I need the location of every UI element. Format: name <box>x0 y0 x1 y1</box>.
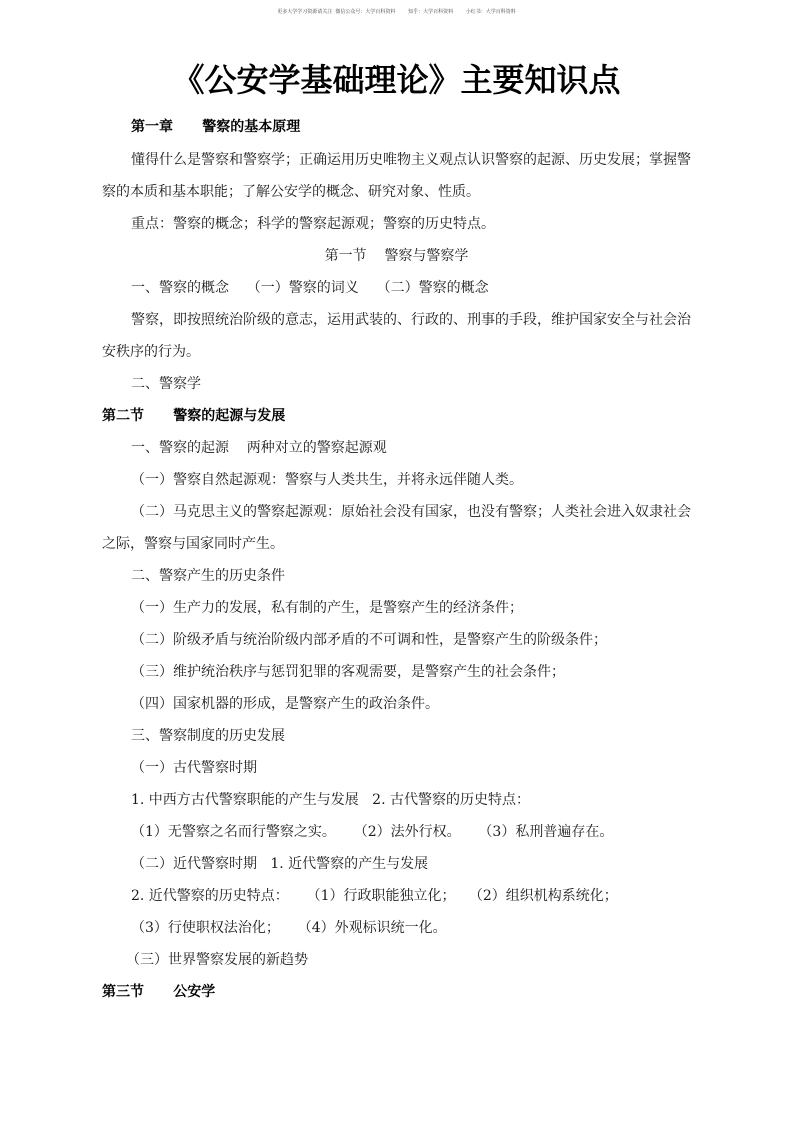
paragraph-line: 警察，即按照统治阶级的意志，运用武装的、行政的、刑事的手段，维护国家安全与社会治 <box>131 312 691 328</box>
outline-item: （三）世界警察发展的新趋势 <box>126 952 308 968</box>
outline-item: 一、警察的概念 （一）警察的词义 （二）警察的概念 <box>131 280 489 296</box>
outline-item: 二、警察学 <box>131 376 201 392</box>
paragraph-line: 之际，警察与国家同时产生。 <box>102 536 284 552</box>
key-points-line: 重点：警察的概念；科学的警察起源观；警察的历史特点。 <box>131 216 495 232</box>
outline-item: 二、警察产生的历史条件 <box>131 568 285 584</box>
outline-item: （二）阶级矛盾与统治阶级内部矛盾的不可调和性，是警察产生的阶级条件； <box>131 632 607 648</box>
header-promo-note: 更多大学学习资源请关注 微信公众号：大学百科资料 知乎：大学百科资料 小红书：大学百科资料 <box>277 9 516 15</box>
paragraph-line: 懂得什么是警察和警察学；正确运用历史唯物主义观点认识警察的起源、历史发展；掌握警 <box>131 152 691 168</box>
outline-item: （四）国家机器的形成，是警察产生的政治条件。 <box>131 696 439 712</box>
paragraph-line: 安秩序的行为。 <box>102 344 200 360</box>
chapter-heading: 第一章 警察的基本原理 <box>131 119 301 135</box>
outline-item: （一）古代警察时期 <box>131 760 257 776</box>
outline-item: 三、警察制度的历史发展 <box>131 728 285 744</box>
outline-item: （二）近代警察时期 1. 近代警察的产生与发展 <box>131 856 429 872</box>
outline-item: （三）维护统治秩序与惩罚犯罪的客观需要，是警察产生的社会条件； <box>131 664 565 680</box>
outline-item: （一）警察自然起源观：警察与人类共生，并将永远伴随人类。 <box>131 472 523 488</box>
outline-item: （3）行使职权法治化； （4）外观标识统一化。 <box>131 920 447 936</box>
paragraph-line: 察的本质和基本职能；了解公安学的概念、研究对象、性质。 <box>102 184 480 200</box>
outline-item: （1）无警察之名而行警察之实。 （2）法外行权。 （3）私刑普遍存在。 <box>131 824 614 840</box>
section-heading: 第三节 公安学 <box>102 984 216 1000</box>
outline-item: 2. 近代警察的历史特点： （1）行政职能独立化； （2）组织机构系统化； <box>131 888 618 904</box>
outline-item: （二）马克思主义的警察起源观：原始社会没有国家，也没有警察；人类社会进入奴隶社会 <box>131 504 691 520</box>
outline-item: （一）生产力的发展，私有制的产生，是警察产生的经济条件； <box>131 600 523 616</box>
outline-item: 1. 中西方古代警察职能的产生与发展 2. 古代警察的历史特点： <box>131 792 530 808</box>
section-heading: 第二节 警察的起源与发展 <box>102 408 286 424</box>
document-title: 《公安学基础理论》主要知识点 <box>172 61 621 99</box>
outline-item: 一、警察的起源 两种对立的警察起源观 <box>131 440 387 456</box>
section-heading: 第一节 警察与警察学 <box>324 248 469 264</box>
